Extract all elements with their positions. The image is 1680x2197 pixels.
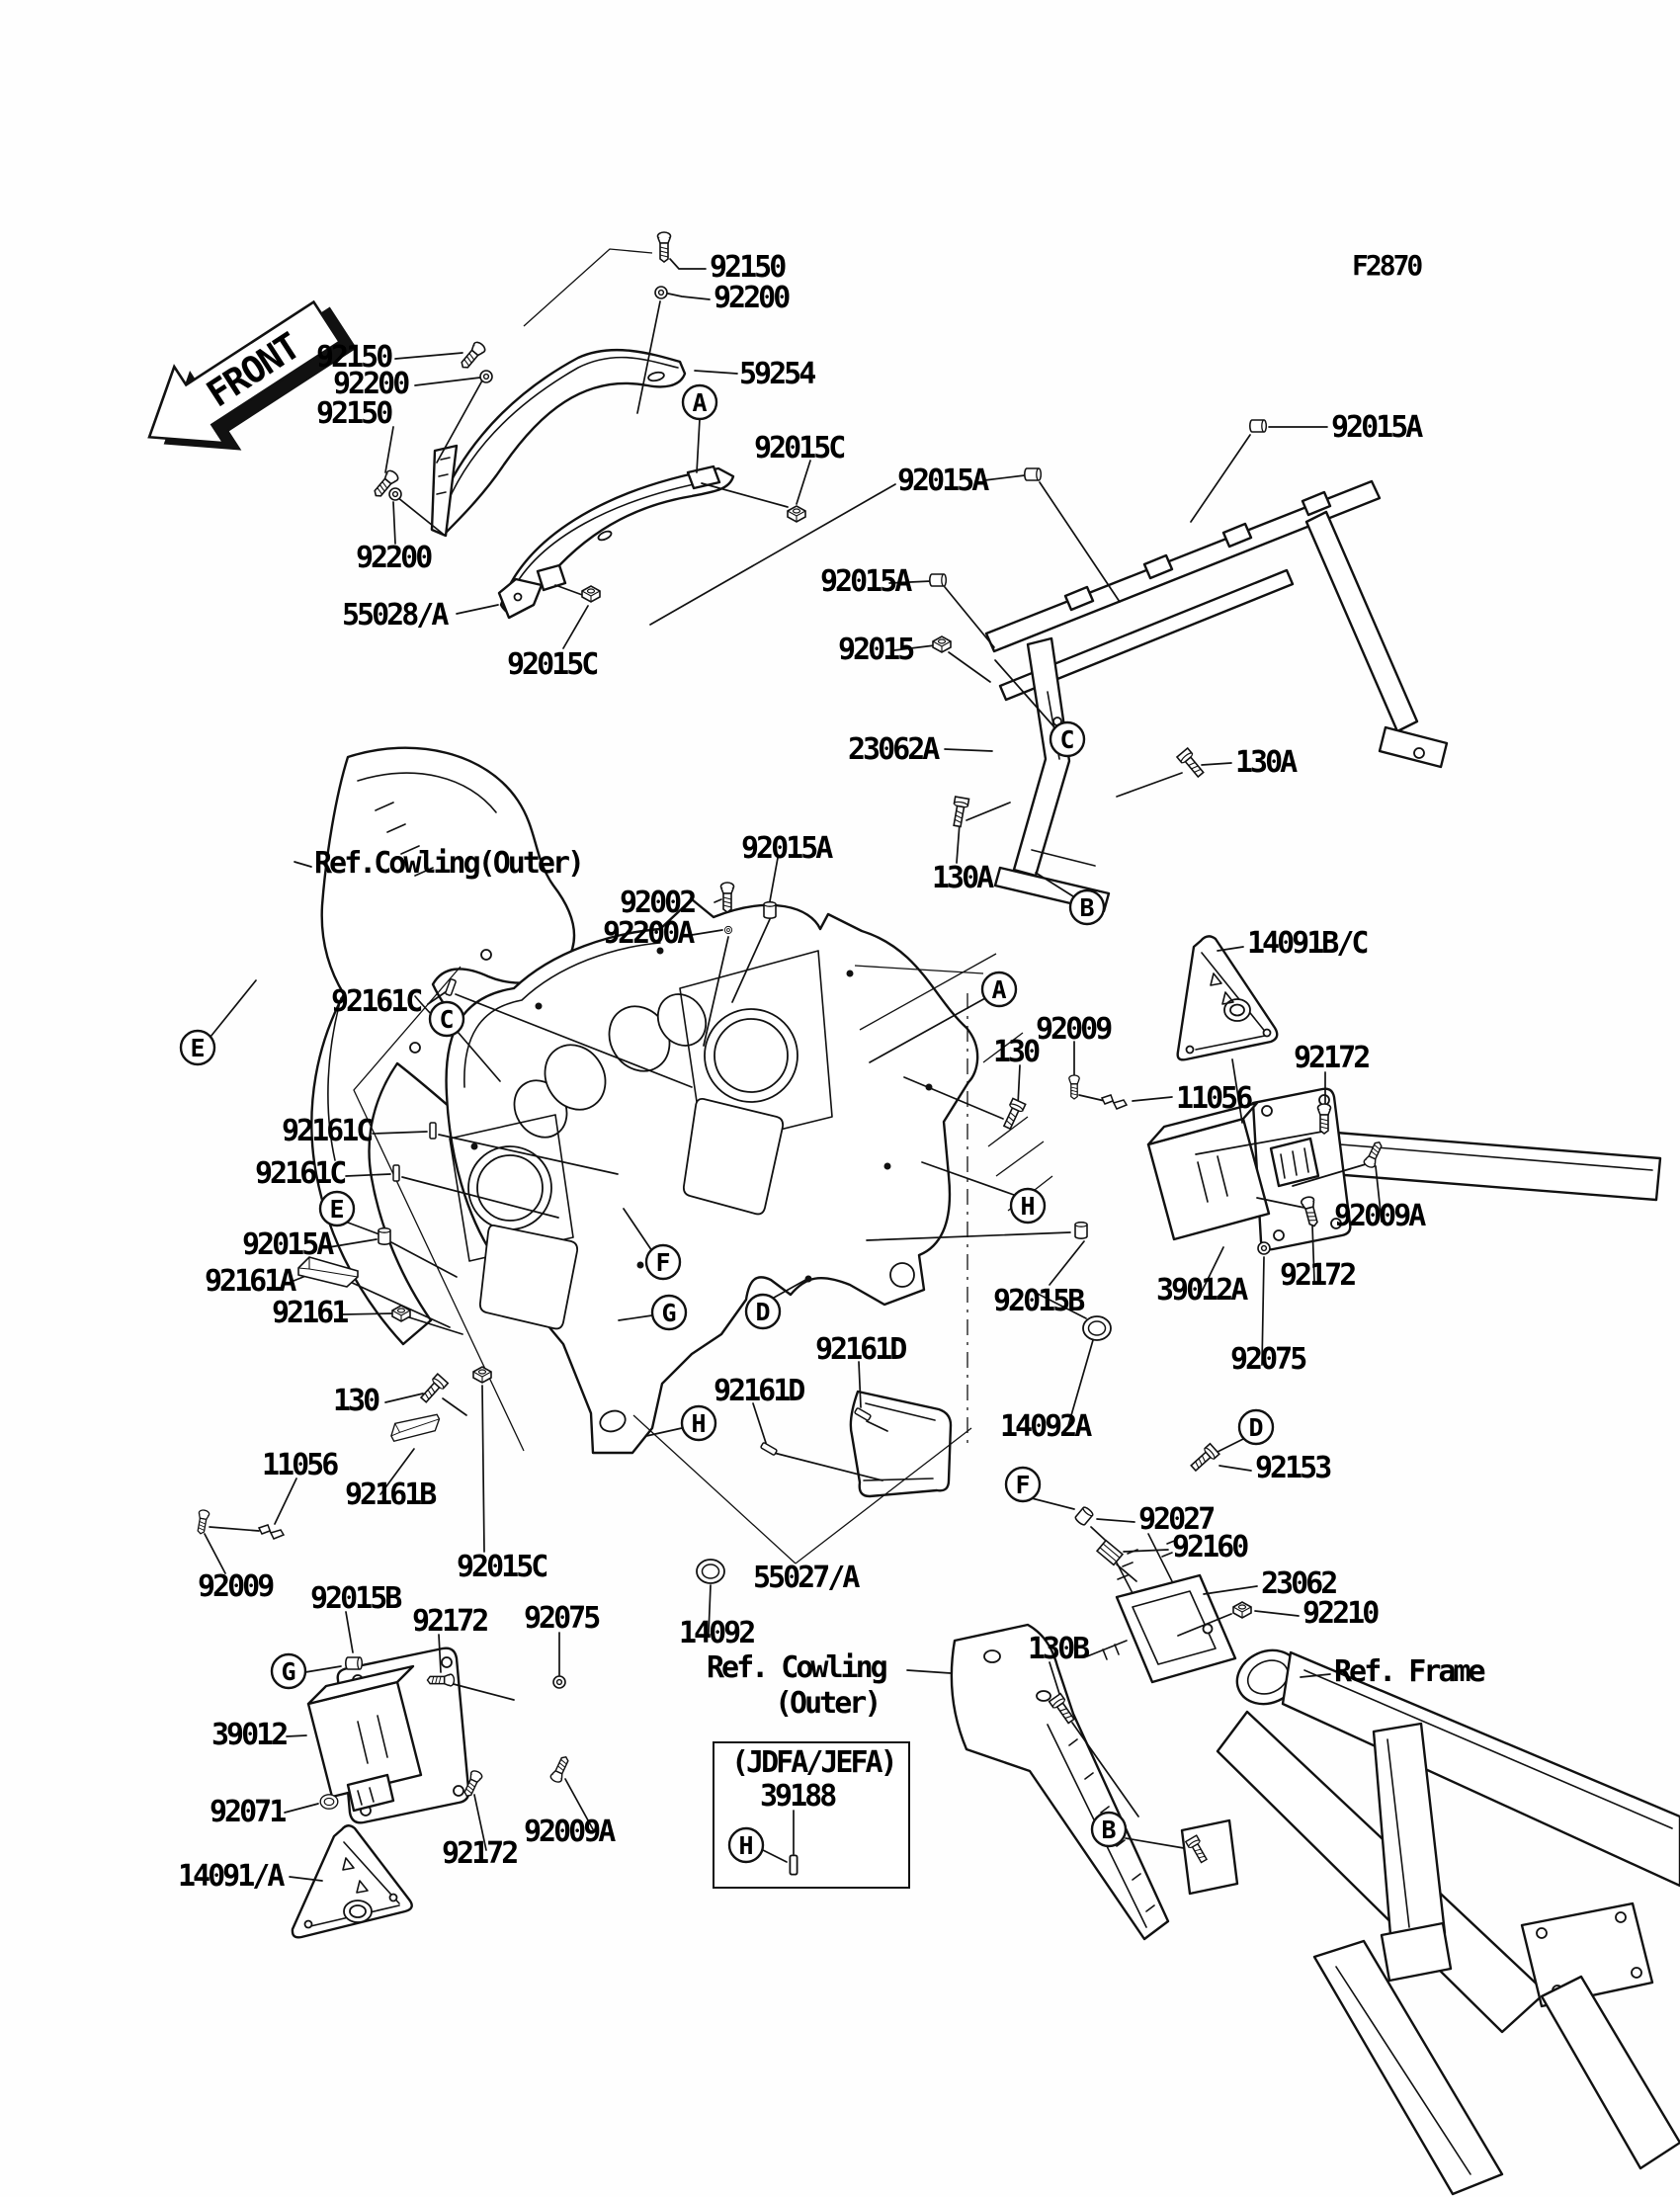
part-label-92161: 92161 [272, 1296, 347, 1330]
part-label-92075-r: 92075 [1230, 1342, 1305, 1377]
part-label-39188: 39188 [760, 1779, 835, 1814]
bolt-icon [1001, 1098, 1026, 1130]
bolt-icon [951, 797, 969, 827]
part-label-14091bc: 14091B/C [1247, 926, 1367, 961]
part-label-92172-bl2: 92172 [442, 1836, 517, 1871]
part-label-92153: 92153 [1255, 1451, 1330, 1485]
callout-b-2 [1070, 890, 1104, 924]
callout-a-0 [683, 385, 716, 419]
part-label-92009a-r: 92009A [1334, 1199, 1424, 1233]
speaker-cover-14091A [293, 1825, 412, 1937]
bushing-icon [930, 574, 946, 586]
pin-icon [790, 1855, 797, 1874]
part-label-130-left: 130 [333, 1384, 378, 1418]
part-label-11056-left: 11056 [262, 1448, 337, 1482]
part-label-23062a: 23062A [848, 732, 938, 767]
callout-c-5 [430, 1002, 463, 1036]
part-label-92161c-3: 92161C [255, 1156, 345, 1191]
callout-c-4 [1050, 722, 1084, 756]
callout-g-12 [652, 1296, 686, 1329]
part-label-92015a-e: 92015A [242, 1227, 332, 1262]
callout-letter: C [1059, 725, 1075, 754]
part-label-92200-left2: 92200 [356, 541, 431, 575]
part-label-92161b: 92161B [345, 1478, 435, 1512]
clamp-icon [259, 1525, 284, 1539]
part-label-130b: 130B [1028, 1632, 1088, 1666]
part-label-92161d-2: 92161D [714, 1374, 803, 1408]
callout-e-8 [181, 1031, 214, 1064]
callout-d-7 [1239, 1410, 1273, 1444]
screw-icon [658, 232, 671, 262]
part-label-92015b-r: 92015B [993, 1284, 1083, 1318]
part-label-55027a: 55027/A [753, 1561, 858, 1595]
part-label-92075-bl: 92075 [524, 1601, 599, 1636]
bushing-icon [764, 902, 776, 918]
bushing-icon [346, 1657, 362, 1669]
part-label-92172-r1: 92172 [1294, 1041, 1369, 1075]
screw-icon [428, 1674, 455, 1686]
callout-letter: E [329, 1195, 345, 1224]
screw-icon [549, 1754, 571, 1783]
callout-letter: H [1020, 1192, 1036, 1221]
washer-icon [724, 926, 731, 933]
part-label-92015a-center: 92015A [741, 831, 831, 866]
callout-h-15 [1011, 1189, 1045, 1223]
part-label-39012: 39012 [211, 1718, 287, 1752]
cover-ring-icon [1083, 1316, 1111, 1340]
part-label-92009-right: 92009 [1036, 1012, 1111, 1047]
part-label-92200a: 92200A [603, 916, 693, 951]
callout-letter: A [692, 388, 708, 417]
part-label-92015b-bl: 92015B [310, 1581, 400, 1616]
part-label-f2870: F2870 [1352, 249, 1421, 282]
damper-pad-icon [386, 1404, 443, 1450]
frame-reference [1182, 1641, 1680, 2194]
washer-icon [553, 1676, 565, 1688]
part-label-92150-left1: 92150 [316, 340, 391, 375]
part-label-92161a: 92161A [205, 1264, 294, 1299]
screw-icon [721, 883, 734, 912]
damper-icon [1097, 1541, 1123, 1565]
callout-letter: D [755, 1298, 771, 1326]
callout-letter: E [190, 1034, 206, 1062]
bushing-icon [378, 1228, 390, 1244]
callout-letter: G [661, 1299, 677, 1327]
pin-icon [393, 1165, 399, 1181]
cowling-stay-23062A [986, 481, 1447, 911]
part-label-92015c-mid: 92015C [507, 647, 597, 682]
washer-icon [480, 371, 492, 382]
part-label-59254: 59254 [739, 357, 814, 391]
part-label-92009-bl: 92009 [198, 1569, 273, 1604]
part-label-ref-frame: Ref. Frame [1334, 1654, 1483, 1689]
part-label-ref-cowling-1: Ref.Cowling(Outer) [314, 846, 583, 881]
part-label-92015a-left: 92015A [820, 564, 910, 599]
part-label-14092: 14092 [679, 1616, 754, 1650]
part-label-130a-right: 130A [1235, 745, 1296, 780]
bushing-icon [1025, 468, 1041, 480]
pin-icon [445, 978, 456, 995]
callout-f-11 [1006, 1468, 1040, 1501]
part-label-92150-left2: 92150 [316, 396, 391, 431]
part-label-jdfa-jefa: (JDFA/JEFA) [731, 1745, 895, 1780]
callout-b-3 [1092, 1813, 1126, 1846]
pin-icon [761, 1442, 778, 1455]
front-arrow-label: FRONT [199, 325, 307, 416]
part-label-92210: 92210 [1302, 1596, 1378, 1631]
cover-ring-icon [697, 1560, 724, 1583]
nut-icon [473, 1367, 491, 1383]
nut-icon [1233, 1602, 1251, 1618]
callout-letter: B [1101, 1816, 1117, 1844]
pin-icon [430, 1123, 436, 1139]
part-label-92160: 92160 [1172, 1530, 1247, 1564]
bushing-icon [1075, 1223, 1087, 1238]
callout-letter: F [655, 1248, 671, 1277]
part-label-ref-cowling-2a: Ref. Cowling [707, 1650, 885, 1685]
callout-letter: H [738, 1831, 754, 1860]
part-label-92015a-midtop: 92015A [897, 464, 987, 498]
part-label-14092a: 14092A [1000, 1409, 1090, 1444]
gasket-panel-92161D [851, 1392, 951, 1496]
bolt-icon [1189, 1444, 1219, 1474]
screw-icon [196, 1509, 210, 1534]
callout-a-1 [982, 972, 1016, 1006]
part-label-23062: 23062 [1261, 1566, 1336, 1601]
callout-d-6 [746, 1295, 780, 1328]
washer-icon [1258, 1242, 1270, 1254]
callout-letter: B [1079, 893, 1095, 922]
part-label-92071: 92071 [210, 1795, 285, 1829]
part-label-92009a-bl: 92009A [524, 1815, 614, 1849]
callout-letter: C [439, 1005, 455, 1034]
washer-icon [389, 488, 401, 500]
part-label-92027: 92027 [1138, 1502, 1214, 1537]
part-label-130a-mid: 130A [932, 861, 992, 895]
callout-e-9 [320, 1192, 354, 1225]
part-label-92015: 92015 [838, 633, 913, 667]
callout-g-13 [272, 1654, 305, 1688]
nut-icon [933, 636, 951, 652]
part-label-92161d-1: 92161D [815, 1332, 905, 1367]
callout-letter: D [1248, 1413, 1264, 1442]
part-label-130-mid: 130 [993, 1035, 1039, 1069]
callout-letter: A [991, 975, 1007, 1004]
part-label-92161c-2: 92161C [282, 1114, 372, 1148]
callout-letter: H [691, 1409, 707, 1438]
windshield-trim-lower-55028A [499, 466, 733, 618]
part-label-92200-left1: 92200 [333, 367, 408, 401]
part-label-55028a: 55028/A [342, 598, 447, 633]
screw-icon [458, 340, 486, 371]
part-label-92015a-topright: 92015A [1331, 410, 1421, 445]
callout-letter: F [1015, 1471, 1031, 1499]
part-label-92002: 92002 [620, 886, 695, 920]
part-label-92200-top: 92200 [714, 281, 789, 315]
nut-icon [582, 586, 600, 602]
part-label-14091a: 14091/A [178, 1859, 283, 1894]
inner-cowling-55027A [447, 899, 978, 1453]
callout-h-16 [729, 1828, 763, 1862]
part-label-11056-right: 11056 [1176, 1081, 1251, 1116]
part-label-92015c-bl: 92015C [457, 1550, 546, 1584]
callout-h-14 [682, 1406, 715, 1440]
bolt-icon [1177, 748, 1206, 779]
cowling-bracket-ref-outer [952, 1625, 1168, 1939]
grommet-icon [320, 1795, 338, 1809]
washer-icon [655, 287, 667, 298]
part-label-92161c-1: 92161C [331, 984, 421, 1019]
screw-icon [1069, 1075, 1079, 1099]
part-label-92172-bl1: 92172 [412, 1604, 487, 1639]
callout-letter: G [281, 1657, 296, 1686]
part-label-92150-top: 92150 [710, 250, 785, 285]
part-label-92015c-top: 92015C [754, 431, 844, 465]
screw-icon [1318, 1104, 1331, 1134]
bushing-icon [1250, 420, 1266, 432]
front-arrow [125, 279, 368, 487]
nut-icon [788, 506, 805, 522]
callout-f-10 [646, 1245, 680, 1279]
clamp-icon [1102, 1095, 1127, 1109]
part-label-ref-cowling-2b: (Outer) [775, 1686, 880, 1721]
collar-icon [1074, 1506, 1094, 1526]
part-label-92172-r2: 92172 [1280, 1258, 1355, 1293]
part-label-39012a: 39012A [1156, 1273, 1246, 1308]
